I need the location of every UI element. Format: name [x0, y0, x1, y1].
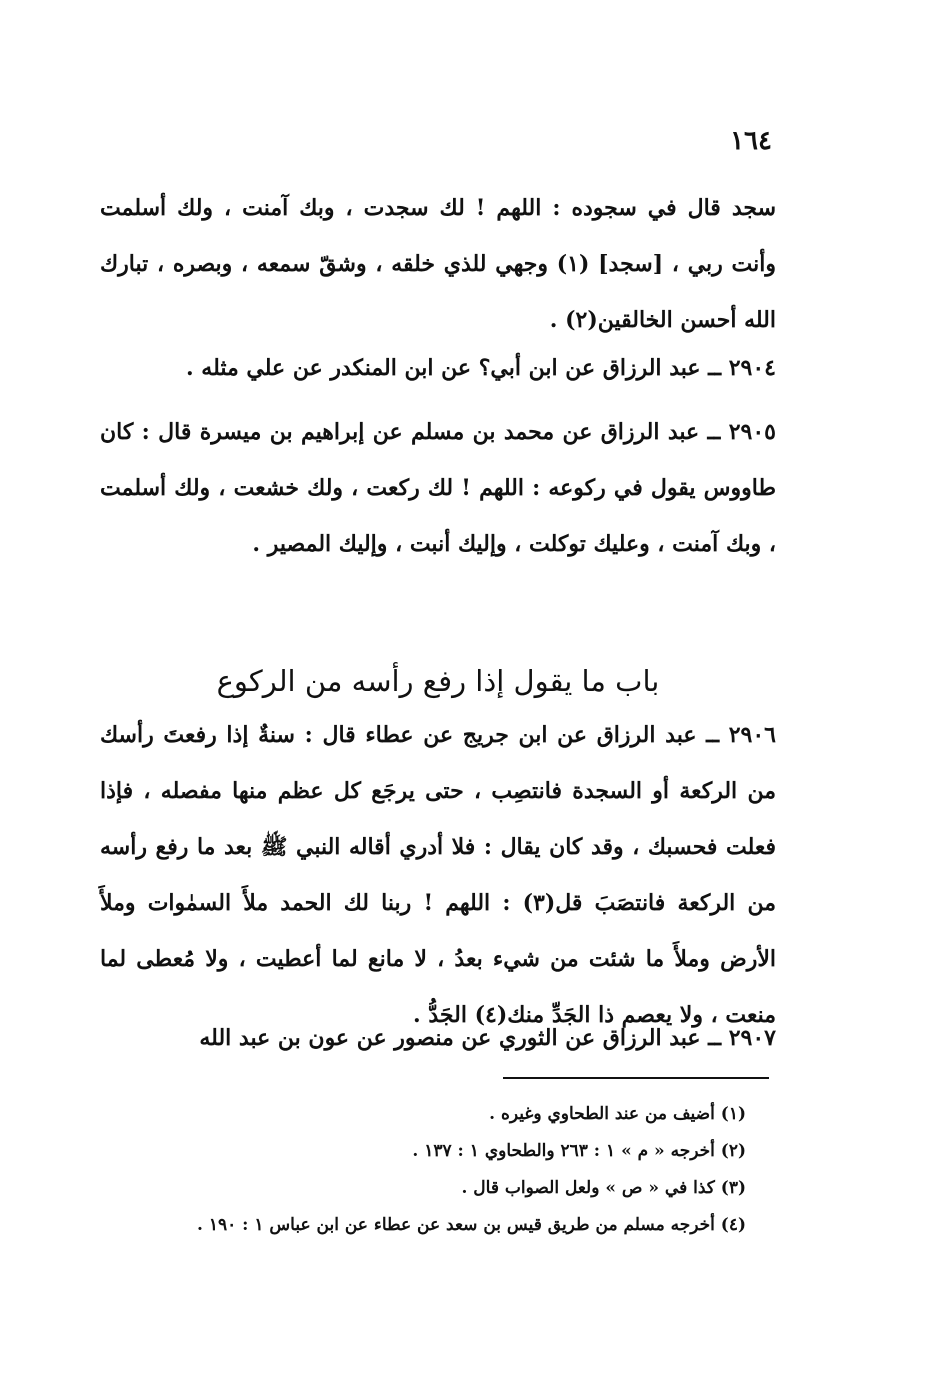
chapter-heading: باب ما يقول إذا رفع رأسه من الركوع: [216, 664, 660, 699]
footnote-3: (٣) كذا في « ص » ولعل الصواب قال .: [461, 1178, 746, 1198]
footnote-2: (٢) أخرجه « م » ١ : ٢٦٣ والطحاوي ١ : ١٣٧ .: [412, 1141, 746, 1161]
footnotes: [100, 1096, 746, 1244]
footnote-4: (٤) أخرجه مسلم من طريق قيس بن سعد عن عطاء عن ابن عباس ١ : ١٩٠ .: [196, 1215, 746, 1235]
hadith-2906: ٢٩٠٦ ــ عبد الرزاق عن ابن جريج عن عطاء قال : سنةٌ إذا رفعتَ رأسك من الركعة أو السجدة فانتصِب ، حتى يرجَع كل عظم منها مفصله ، فإذا فعلت فحسبك ، وقد كان يقال : فلا أدري أقاله النبي ﷺ بعد ما رفع رأسه من الركعة فانتصَبَ قل(٣) : اللهم ! ربنا لك الحمد ملأَ السمٰوات وملأَ الأرض وملأَ ما شئت من شيء بعدُ ، لا مانع لما أعطيت ، ولا مُعطى لما منعت ، ولا يعصم ذا الجَدِّ منك(٤) الجَدُّ .: [100, 722, 776, 1028]
footnote-1: (١) أضيف من عند الطحاوي وغيره .: [489, 1104, 746, 1124]
page-number: ١٦٤: [730, 126, 772, 156]
hadith-2907: ٢٩٠٧ ــ عبد الرزاق عن الثوري عن منصور عن عون بن عبد الله: [199, 1025, 776, 1051]
hadith-2905: ٢٩٠٥ ــ عبد الرزاق عن محمد بن مسلم عن إبراهيم بن ميسرة قال : كان طاووس يقول في ركوعه : اللهم ! لك ركعت ، ولك خشعت ، ولك أسلمت ، وبك آمنت ، وعليك توكلت ، وإليك أنبت ، وإليك المصير .: [100, 419, 776, 557]
footnote-divider: [503, 1077, 769, 1079]
paragraph-continuation: سجد قال في سجوده : اللهم ! لك سجدت ، وبك آمنت ، ولك أسلمت وأنت ربي ، [سجد] (١) وجهي للذي خلقه ، وشقّ سمعه ، وبصره ، تبارك الله أحسن الخالقين(٢) .: [100, 195, 776, 333]
hadith-2904: ٢٩٠٤ ــ عبد الرزاق عن ابن أبي؟ عن ابن المنكدر عن علي مثله .: [185, 355, 776, 381]
